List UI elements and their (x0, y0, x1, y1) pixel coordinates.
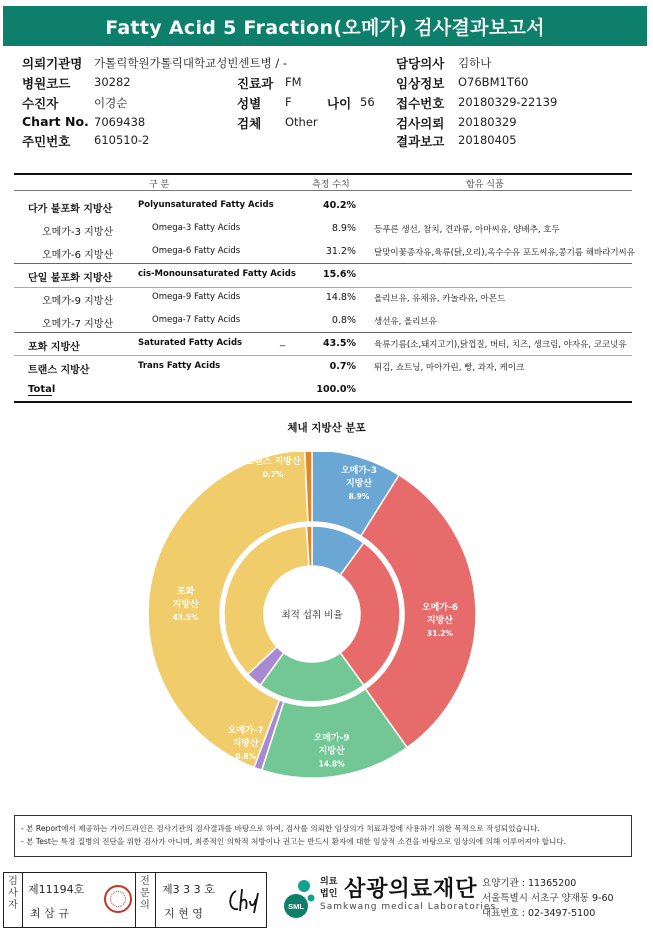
org-code: 요양기관 : 11365200 (482, 878, 577, 889)
row-divider (14, 401, 632, 403)
row-value: 14.8% (325, 292, 356, 303)
row-value: 31.2% (325, 246, 356, 257)
receipt-value: 20180329-22139 (458, 95, 558, 109)
slice-label-name: 트랜스 지방산 (245, 457, 301, 468)
specialist-label: 전문의 (140, 876, 150, 911)
chart-title: 체내 지방산 분포 (287, 422, 366, 434)
divider (135, 873, 136, 927)
institution-value: 가톨릭학원가톨릭대학교성빈센트병 / - (94, 56, 288, 70)
slice-label-name: 지방산 (172, 599, 199, 610)
specialist-name: 지 현 영 (164, 907, 203, 920)
slice-label-name: 포화 (176, 586, 195, 597)
slice-label-name: 오메가-3 (340, 466, 378, 477)
signature-block (3, 872, 267, 928)
note-line-2: - 본 Test는 특정 질병의 진단을 위한 검사가 아니며, 최종적인 의학적 처방이나 권고는 반드시 환자에 대한 임상적 소견을 바탕으로 임상의에 의해 이루어져야 합니다. (21, 837, 567, 846)
row-english-name: Trans Fatty Acids (138, 361, 221, 371)
fatty-acid-donut-chart (140, 452, 512, 788)
row-english-name: Omega-3 Fatty Acids (152, 223, 241, 233)
row-name: 포화 지방산 (28, 342, 80, 353)
slice-label-name: 지방산 (232, 738, 259, 749)
hospital-code-label: 병원코드 (22, 76, 71, 91)
disclaimer-notes (14, 815, 632, 857)
header-category: 구 분 (149, 180, 170, 190)
clinical-value: O76BM1T60 (458, 75, 529, 89)
slice-label-name: 지방산 (345, 479, 373, 490)
row-foods: 생선유, 올리브유 (374, 317, 437, 327)
slice-label-name: 오메가-6 (421, 603, 458, 614)
seal-stamp-icon (104, 885, 132, 913)
table-row (14, 379, 632, 402)
row-english-name: Omega-9 Fatty Acids (152, 292, 241, 302)
result-value: 20180405 (458, 133, 517, 147)
table-row (14, 241, 635, 264)
slice-label-value: 31.2% (426, 629, 453, 639)
table-row (14, 333, 632, 356)
table-header (14, 175, 632, 190)
slice-label-name: 지방산 (426, 616, 453, 627)
slice-label-value: 14.8% (318, 759, 345, 769)
table-row (14, 287, 632, 310)
row-name: Total (28, 384, 56, 395)
divider (22, 873, 23, 927)
specialist-number: 제3 3 3 호 (162, 883, 215, 896)
slice-label-value: 0.8% (235, 751, 257, 761)
id-label: 주민번호 (22, 134, 71, 149)
id-value: 610510-2 (94, 133, 150, 147)
row-foods: 튀김, 쇼트닝, 마아가린, 빵, 과자, 케이크 (374, 363, 525, 373)
row-value: 0.8% (331, 315, 356, 326)
slice-label-value: 43.5% (172, 612, 199, 622)
table-header-border (14, 190, 632, 191)
row-english-name: Polyunsaturated Fatty Acids (138, 200, 274, 210)
inspector-number: 제11194호 (28, 883, 85, 896)
org-contact (482, 876, 614, 921)
row-foods: 올리브유, 유채유, 카놀라유, 아몬드 (374, 294, 506, 304)
age-label: 나이 (327, 96, 352, 111)
row-divider (14, 332, 632, 333)
chart-no-value: 7069438 (94, 115, 146, 129)
row-english-name: cis-Monounsaturated Fatty Acids (138, 269, 296, 279)
sml-logo-icon (274, 876, 318, 920)
row-divider (14, 355, 632, 356)
table-row (14, 264, 632, 287)
row-value: 100.0% (316, 384, 356, 395)
center-label: 최적 섭취 비율 (281, 610, 343, 621)
chart-no-label: Chart No. (22, 114, 89, 129)
doctor-value: 김하나 (458, 56, 492, 70)
sex-label: 성별 (237, 96, 262, 111)
org-english-name: Samkwang medical Laboratories (320, 902, 497, 912)
result-label: 결과보고 (396, 134, 445, 149)
patient-value: 이경순 (94, 96, 128, 110)
row-value: 40.2% (323, 200, 356, 211)
slice-label-value: 8.9% (348, 492, 370, 502)
hospital-code-value: 30282 (94, 75, 131, 89)
doctor-label: 담당의사 (396, 56, 445, 71)
row-divider (14, 263, 632, 264)
row-english-name: Omega-7 Fatty Acids (152, 315, 241, 325)
slice-label (422, 601, 458, 638)
patient-info (0, 0, 653, 150)
row-value: 0.7% (329, 361, 356, 372)
svg-text:SML: SML (288, 902, 304, 911)
row-divider (14, 287, 632, 288)
signature-icon (226, 885, 262, 917)
institution-label: 의뢰기관명 (22, 56, 83, 71)
table-row (14, 310, 632, 333)
row-english-name: Omega-6 Fatty Acids (152, 246, 241, 256)
row-english-name: Saturated Fatty Acids (138, 338, 243, 348)
slice-label-name: 지방산 (318, 746, 345, 757)
age-value: 56 (360, 95, 375, 109)
row-name: 단일 불포화 지방산 (28, 273, 113, 284)
org-phone: 대표번호 : 02-3497-5100 (482, 908, 596, 919)
specimen-value: Other (285, 115, 318, 129)
table-row (14, 195, 632, 218)
slice-label-name: 오메가-9 (313, 733, 350, 744)
header-food: 함유 식품 (466, 180, 504, 190)
org-type: 의료 법인 (320, 877, 338, 899)
sex-value: F (285, 95, 292, 109)
request-label: 검사의뢰 (396, 116, 445, 131)
row-value: 43.5% (323, 338, 356, 349)
row-name: 오메가-6 지방산 (42, 250, 114, 261)
table-row (14, 218, 632, 241)
patient-label: 수진자 (22, 96, 59, 111)
dept-value: FM (285, 75, 302, 89)
row-foods: 달맞이꽃종자유,육류(닭,오리),옥수수유 포도씨유,콩기름 해바라기씨유 (374, 248, 635, 258)
row-name: 다가 불포화 지방산 (28, 204, 113, 215)
slice-label (314, 731, 350, 768)
receipt-label: 접수번호 (396, 96, 445, 111)
table-row (14, 356, 632, 379)
header-value: 측정 수치 (312, 180, 350, 190)
org-address: 서울특별시 서초구 양재동 9-60 (482, 893, 614, 904)
total-underline (28, 395, 52, 396)
row-value: 15.6% (323, 269, 356, 280)
specimen-label: 검체 (237, 116, 262, 131)
request-value: 20180329 (458, 115, 517, 129)
row-value: 8.9% (331, 223, 356, 234)
dept-label: 진료과 (237, 76, 274, 91)
row-name: 오메가-3 지방산 (42, 227, 114, 238)
slice-label-value: 0.7% (262, 470, 284, 480)
note-line-1: - 본 Report에서 제공하는 가이드라인은 검사기관의 검사결과를 바탕으로 하여, 검사를 의뢰한 임상의가 치료과정에 사용하기 위한 목적으로 작성되었습니다. (21, 824, 540, 833)
lab-brand (272, 872, 650, 928)
divider (155, 873, 156, 927)
org-name: 삼광의료재단 (344, 877, 478, 902)
row-name: 오메가-9 지방산 (42, 296, 114, 307)
row-foods: 육류기름(소,돼지고기),닭껍질, 버터, 치즈, 생크림, 야자유, 코코넛유 (374, 340, 627, 350)
report-title: Fatty Acid 5 Fraction(오메가) 검사결과보고서 (3, 6, 647, 46)
slice-label-name: 오메가-7 (227, 725, 264, 736)
row-name: 오메가-7 지방산 (42, 319, 114, 330)
row-name: 트랜스 지방산 (28, 365, 90, 376)
inspector-name: 최 삼 규 (30, 907, 69, 920)
clinical-label: 임상정보 (396, 76, 445, 91)
inspector-label: 검사자 (8, 876, 18, 911)
row-foods: 등푸른 생선, 참치, 견과류, 아마씨유, 양배추, 호두 (374, 225, 560, 235)
dash-mark: _ (280, 336, 285, 347)
